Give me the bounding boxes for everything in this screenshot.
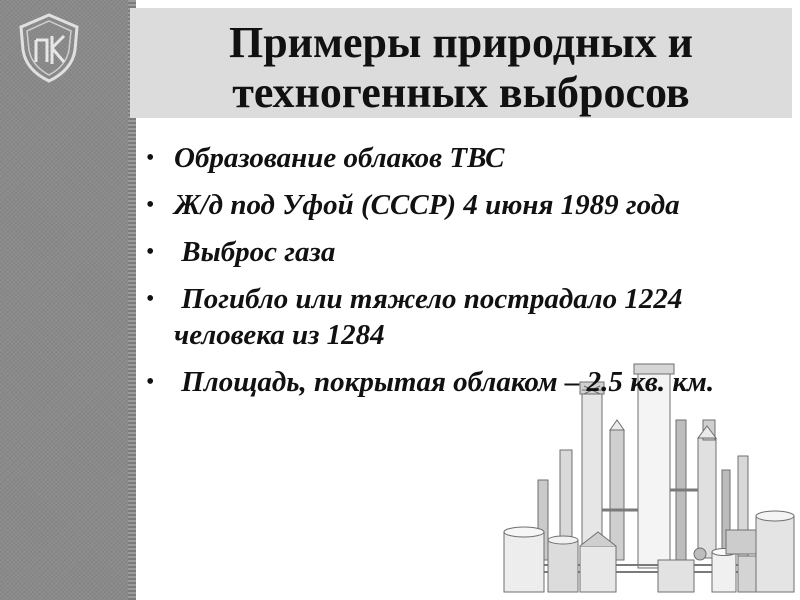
bullet-text: Площадь, покрытая облаком – 2.5 кв. км.	[174, 366, 715, 398]
sidebar-panel	[0, 0, 136, 600]
bullet-list	[138, 140, 758, 411]
bullet-text: Погибло или тяжело пострадало 1224 человека из 1284	[174, 283, 690, 351]
bullet-item-5	[138, 364, 758, 400]
bullet-glyph: •	[146, 369, 155, 395]
slide-title-line-2: техногенных выбросов	[232, 68, 690, 117]
bullet-glyph: •	[146, 286, 155, 312]
bullet-item-4	[138, 281, 758, 353]
bullet-glyph: •	[146, 145, 155, 171]
slide-title	[151, 18, 771, 118]
bullet-text: Образование облаков ТВС	[174, 142, 505, 174]
bullet-text: Выброс газа	[174, 236, 336, 268]
title-band	[130, 8, 792, 118]
bullet-item-3	[138, 234, 758, 270]
bullet-item-2	[138, 187, 758, 223]
bullet-item-1	[138, 140, 758, 176]
slide-title-line-1: Примеры природных и	[228, 18, 694, 67]
bullet-glyph: •	[146, 192, 155, 218]
bullet-glyph: •	[146, 239, 155, 265]
shield-logo-icon	[14, 12, 84, 84]
bullet-text: Ж/д под Уфой (СССР) 4 июня 1989 года	[174, 189, 680, 221]
